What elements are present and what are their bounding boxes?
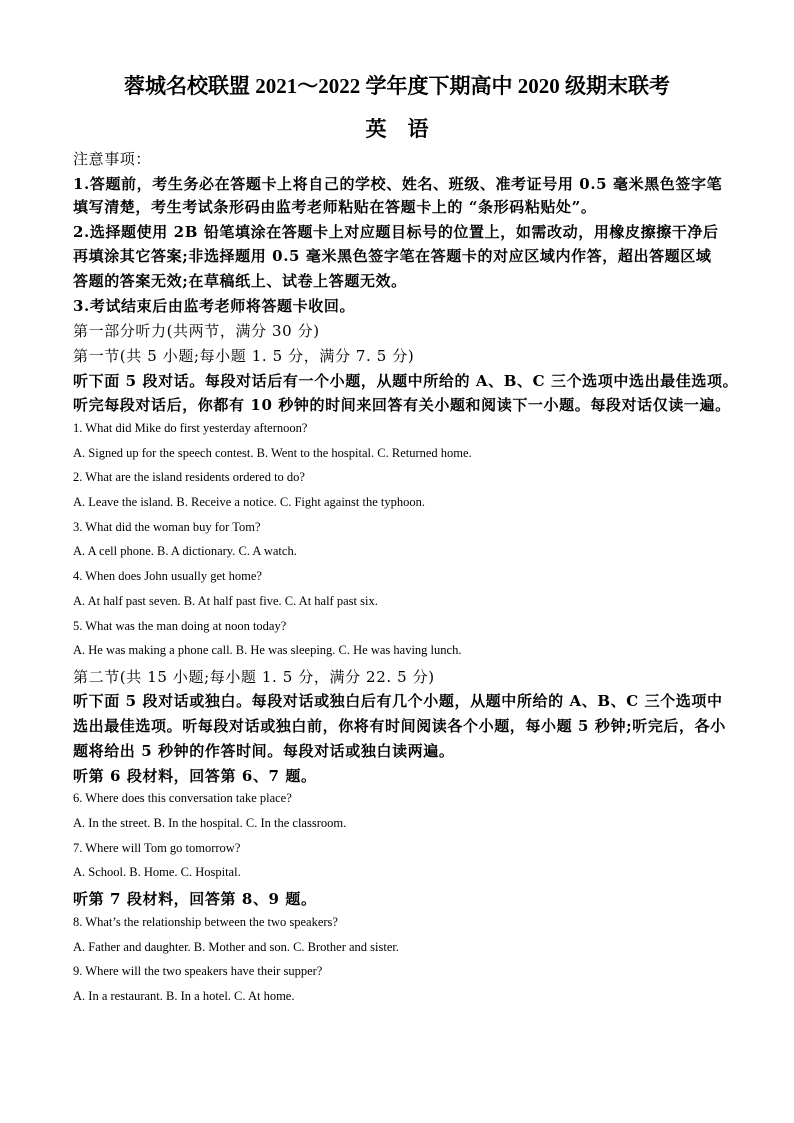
question-3: 3. What did the woman buy for Tom?: [73, 520, 261, 534]
question-3-options: A. A cell phone. B. A dictionary. C. A watch.: [73, 544, 297, 558]
question-9: 9. Where will the two speakers have their supper?: [73, 964, 323, 978]
subject-title: 英 语: [365, 117, 429, 141]
question-8-options: A. Father and daughter. B. Mother and son. C. Brother and sister.: [73, 940, 399, 954]
section1-instruction-line-2: 听完每段对话后，你都有 10 秒钟的时间来回答有关小题和阅读下一小题。每段对话仅读一遍。: [73, 396, 731, 414]
section2-instruction-line-3: 题将给出 5 秒钟的作答时间。每段对话或独白读两遍。: [73, 742, 455, 760]
notice-heading: 注意事项：: [73, 150, 152, 168]
question-7-options: A. School. B. Home. C. Hospital.: [73, 865, 241, 879]
question-6: 6. Where does this conversation take place?: [73, 791, 292, 805]
material-7-heading: 听第 7 段材料，回答第 8、9 题。: [73, 890, 317, 908]
notice-item-1-line-1: 1.答题前，考生务必在答题卡上将自己的学校、姓名、班级、准考证号用 0.5 毫米黑色签字笔: [73, 175, 723, 193]
question-1: 1. What did Mike do first yesterday afternoon?: [73, 421, 308, 435]
section2-heading: 第二节(共 15 小题;每小题 1. 5 分，满分 22. 5 分): [73, 668, 435, 686]
section1-heading: 第一节(共 5 小题;每小题 1. 5 分，满分 7. 5 分): [73, 347, 415, 365]
question-1-options: A. Signed up for the speech contest. B. Went to the hospital. C. Returned home.: [73, 446, 472, 460]
exam-title: 蓉城名校联盟 2021～2022 学年度下期高中 2020 级期末联考: [124, 74, 670, 98]
notice-item-2-line-2: 再填涂其它答案;非选择题用 0.5 毫米黑色签字笔在答题卡的对应区域内作答，超出答题区域: [73, 247, 712, 265]
notice-item-2-line-3: 答题的答案无效;在草稿纸上、试卷上答题无效。: [73, 272, 407, 290]
notice-item-1-line-2: 填写清楚，考生考试条形码由监考老师粘贴在答题卡上的 “条形码粘贴处”。: [73, 198, 597, 216]
section1-instruction-line-1: 听下面 5 段对话。每段对话后有一个小题，从题中所给的 A、B、C 三个选项中选出最佳选项。: [73, 372, 739, 390]
question-5: 5. What was the man doing at noon today?: [73, 619, 287, 633]
question-6-options: A. In the street. B. In the hospital. C. In the classroom.: [73, 816, 347, 830]
question-8: 8. What’s the relationship between the two speakers?: [73, 915, 338, 929]
question-7: 7. Where will Tom go tomorrow?: [73, 841, 241, 855]
question-4: 4. When does John usually get home?: [73, 569, 262, 583]
question-9-options: A. In a restaurant. B. In a hotel. C. At home.: [73, 989, 295, 1003]
part1-heading: 第一部分听力(共两节，满分 30 分): [73, 322, 320, 340]
question-2-options: A. Leave the island. B. Receive a notice. C. Fight against the typhoon.: [73, 495, 426, 509]
section2-instruction-line-2: 选出最佳选项。听每段对话或独白前，你将有时间阅读各个小题，每小题 5 秒钟;听完后，各小: [73, 717, 726, 735]
notice-item-2-line-1: 2.选择题使用 2B 铅笔填涂在答题卡上对应题目标号的位置上，如需改动，用橡皮擦擦干净后: [73, 223, 719, 241]
question-4-options: A. At half past seven. B. At half past five. C. At half past six.: [73, 594, 378, 608]
section2-instruction-line-1: 听下面 5 段对话或独白。每段对话或独白后有几个小题，从题中所给的 A、B、C 三个选项中: [73, 692, 723, 710]
question-5-options: A. He was making a phone call. B. He was sleeping. C. He was having lunch.: [73, 643, 462, 657]
notice-item-3: 3.考试结束后由监考老师将答题卡收回。: [73, 297, 356, 315]
question-2: 2. What are the island residents ordered to do?: [73, 470, 305, 484]
material-6-heading: 听第 6 段材料，回答第 6、7 题。: [73, 767, 317, 785]
